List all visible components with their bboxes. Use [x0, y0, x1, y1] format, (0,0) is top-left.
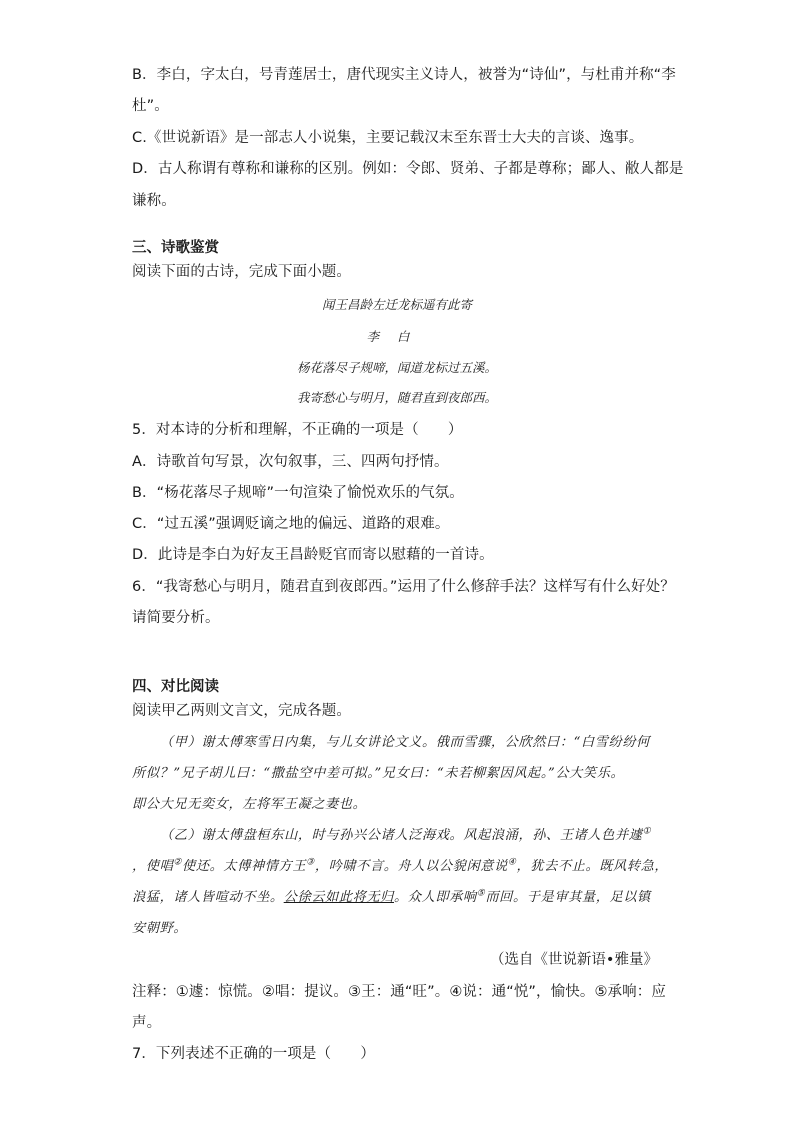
- question-5: 5．对本诗的分析和理解，不正确的一项是（ ）: [132, 422, 463, 438]
- question-6-line-1: 6．“我寄愁心与明月，随君直到夜郎西。”运用了什么修辞手法？这样写有什么好处？: [132, 579, 675, 595]
- option-b-line-2: 杜”。: [132, 98, 169, 114]
- question-7: 7．下列表述不正确的一项是（ ）: [132, 1046, 375, 1062]
- option-c: C.《世说新语》是一部志人小说集，主要记载汉末至东晋士大夫的言谈、逸事。: [132, 130, 644, 146]
- passage-yi-line-2: [132, 857, 668, 877]
- passage-yi-line-3c: 而回。于是审其量，足以镇: [485, 890, 651, 905]
- section-3-heading: 三、诗歌鉴赏: [132, 240, 219, 256]
- section-4-heading: 四、对比阅读: [132, 679, 219, 695]
- notes-line-2: 声。: [132, 1015, 162, 1031]
- note-mark-1: ①: [642, 826, 652, 837]
- passage-jia-line-2: 所似？”兄子胡儿曰：“撒盐空中差可拟。”兄女曰：“未若柳絮因风起。”公大笑乐。: [132, 766, 625, 781]
- passage-yi-line-2d: ，犹去不止。既风转急，: [516, 859, 669, 874]
- poem-author: 李白: [366, 329, 428, 344]
- passage-jia-line-1: （甲）谢太傅寒雪日内集，与儿女讲论文义。俄而雪骤，公欣然曰：“白雪纷纷何: [160, 735, 650, 750]
- notes-line-1: 注释：①遽：惊慌。②唱：提议。③王：通“旺”。④说：通“悦”，愉快。⑤承响：应: [132, 984, 666, 1000]
- section-3-instruction: 阅读下面的古诗，完成下面小题。: [132, 264, 351, 280]
- poem-title: 闻王昌龄左迁龙标遥有此寄: [321, 297, 472, 312]
- passage-yi-line-4: 安朝野。: [132, 921, 188, 936]
- question-5-option-a: A．诗歌首句写景，次句叙事，三、四两句抒情。: [132, 454, 449, 470]
- passage-jia-line-3: 即公大兄无奕女，左将军王凝之妻也。: [132, 797, 367, 812]
- question-5-option-c: C．“过五溪”强调贬谪之地的偏远、道路的艰难。: [132, 516, 450, 532]
- question-6-line-2: 请简要分析。: [132, 610, 220, 626]
- question-5-option-b: B．“杨花落尽子规啼”一句渲染了愉悦欢乐的气氛。: [132, 485, 464, 501]
- passage-yi-line-3: [132, 888, 651, 908]
- option-d-line-1: D．古人称谓有尊称和谦称的区别。例如：令郎、贤弟、子都是尊称；鄙人、敝人都是: [132, 161, 684, 177]
- passage-yi-line-2a: ，使唱: [132, 859, 174, 874]
- question-5-option-d: D．此诗是李白为好友王昌龄贬官而寄以慰藉的一首诗。: [132, 547, 494, 563]
- passage-source: （选自《世说新语•雅量》: [489, 952, 658, 968]
- poem-line-2: 我寄愁心与明月，随君直到夜郎西。: [296, 390, 497, 405]
- passage-yi-line-1: [160, 826, 651, 846]
- underlined-sentence: 公徐云如此将无归: [283, 890, 394, 905]
- note-mark-5: ⑤: [476, 888, 486, 899]
- section-4-instruction: 阅读甲乙两则文言文，完成各题。: [132, 703, 351, 719]
- passage-yi-line-1-text: （乙）谢太傅盘桓东山，时与孙兴公诸人泛海戏。风起浪涌，孙、王诸人色并遽: [160, 828, 643, 843]
- option-d-line-2: 谦称。: [132, 193, 176, 209]
- poem-line-1: 杨花落尽子规啼，闻道龙标过五溪。: [296, 360, 497, 375]
- passage-yi-line-3b: 。众人即承响: [393, 890, 477, 905]
- note-mark-3: ③: [306, 857, 315, 868]
- note-mark-4: ④: [507, 857, 517, 868]
- passage-yi-line-2c: ，吟啸不言。舟人以公貌闲意说: [314, 859, 508, 874]
- passage-yi-line-2b: 使还。太傅神情方王: [182, 859, 307, 874]
- passage-yi-line-3a: 浪猛，诸人皆喧动不坐。: [132, 890, 284, 905]
- note-mark-2: ②: [173, 857, 183, 868]
- option-b-line-1: B．李白，字太白，号青莲居士，唐代现实主义诗人，被誉为“诗仙”，与杜甫并称“李: [132, 67, 676, 83]
